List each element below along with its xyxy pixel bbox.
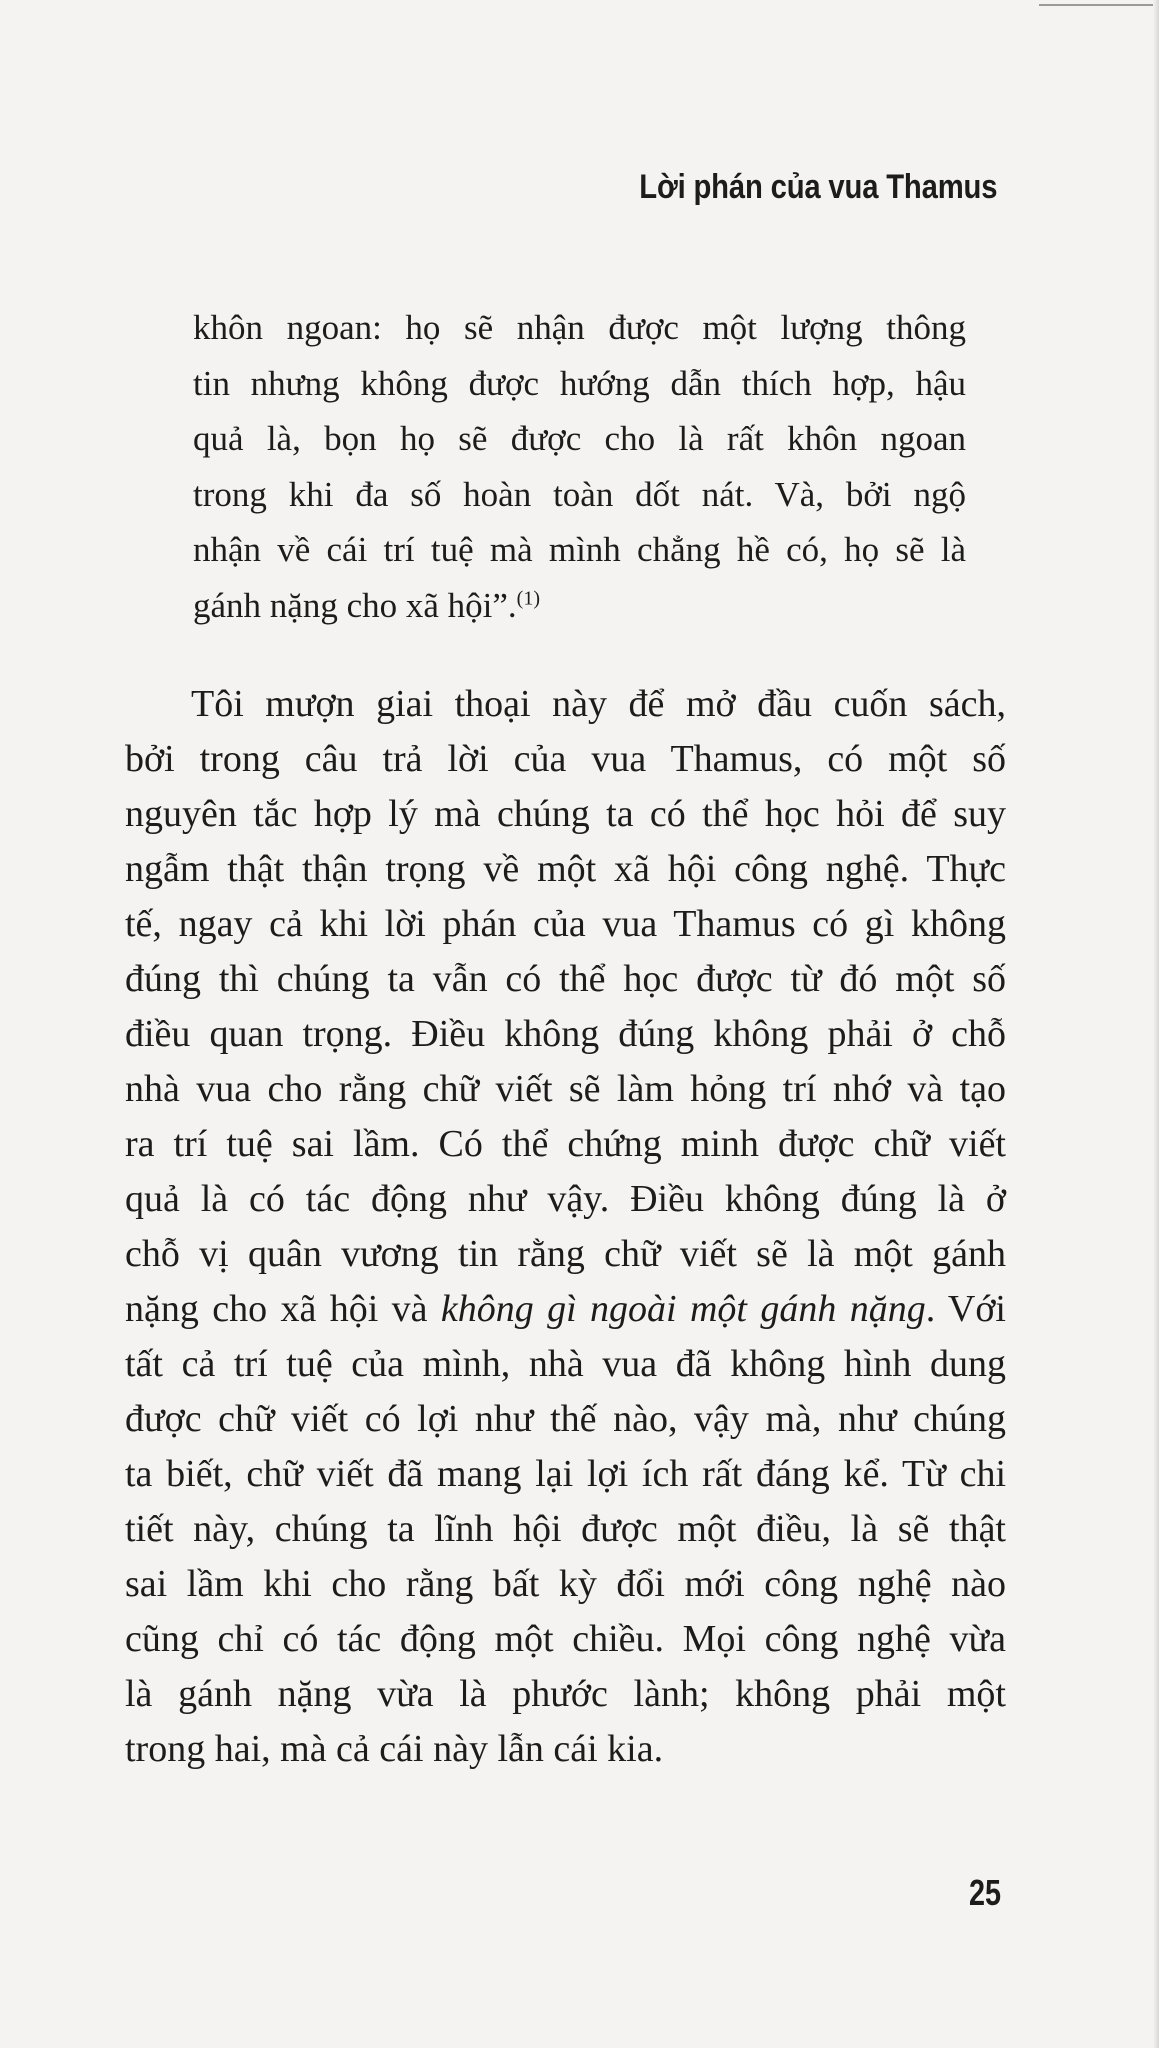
paragraph-line: ta biết, chữ viết đã mang lại lợi ích rất đáng kể. Từ chi (125, 1453, 1006, 1495)
paragraph-line: tất cả trí tuệ của mình, nhà vua đã không hình dung (125, 1343, 1006, 1385)
paragraph-text: nặng cho xã hội và (125, 1288, 441, 1330)
paragraph-line: điều quan trọng. Điều không đúng không phải ở chỗ (125, 1013, 1006, 1055)
top-edge-line (1039, 4, 1159, 6)
paragraph-line: nguyên tắc hợp lý mà chúng ta có thể học hỏi để suy (125, 793, 1006, 835)
footnote-marker: (1) (516, 586, 540, 609)
paragraph-line: cũng chỉ có tác động một chiều. Mọi công nghệ vừa (125, 1618, 1006, 1660)
quote-line-text: gánh nặng cho xã hội”. (193, 585, 517, 625)
quote-line: khôn ngoan: họ sẽ nhận được một lượng thông (193, 308, 966, 347)
paragraph-line: ngẫm thật thận trọng về một xã hội công nghệ. Thực (125, 848, 1006, 890)
page-number: 25 (968, 1872, 1001, 1913)
quote-line: tin nhưng không được hướng dẫn thích hợp, hậu (193, 363, 966, 403)
quote-line: quả là, bọn họ sẽ được cho là rất khôn ngoan (193, 419, 966, 458)
paragraph-line: tế, ngay cả khi lời phán của vua Thamus có gì không (125, 903, 1006, 945)
paragraph-line: bởi trong câu trả lời của vua Thamus, có một số (125, 738, 1006, 780)
paragraph-line: nhà vua cho rằng chữ viết sẽ làm hỏng trí nhớ và tạo (125, 1068, 1006, 1110)
paragraph-line-last: trong hai, mà cả cái này lẫn cái kia. (125, 1728, 664, 1770)
quote-line: trong khi đa số hoàn toàn dốt nát. Và, bởi ngộ (193, 474, 966, 514)
paragraph-line-with-emphasis (125, 1282, 1006, 1337)
paragraph-line: đúng thì chúng ta vẫn có thể học được từ đó một số (125, 958, 1006, 1000)
page-edge-shadow (1153, 0, 1159, 2048)
paragraph-line: quả là có tác động như vậy. Điều không đúng là ở (125, 1178, 1006, 1220)
quote-line-last (193, 578, 966, 634)
paragraph-line: chỗ vị quân vương tin rằng chữ viết sẽ là một gánh (125, 1233, 1006, 1275)
quote-block (193, 300, 966, 633)
paragraph-line: ra trí tuệ sai lầm. Có thể chứng minh được chữ viết (125, 1123, 1006, 1165)
paragraph-line: Tôi mượn giai thoại này để mở đầu cuốn sách, (191, 683, 1006, 725)
paragraph-line: sai lầm khi cho rằng bất kỳ đổi mới công nghệ nào (125, 1563, 1006, 1605)
paragraph-line: tiết này, chúng ta lĩnh hội được một điều, là sẽ thật (125, 1508, 1006, 1550)
paragraph-line: được chữ viết có lợi như thế nào, vậy mà, như chúng (125, 1398, 1006, 1440)
quote-line: nhận về cái trí tuệ mà mình chẳng hề có, họ sẽ là (193, 530, 966, 569)
emphasis-text: không gì ngoài một gánh nặng (440, 1288, 926, 1330)
body-paragraph (125, 677, 1006, 1777)
paragraph-text: . Với (925, 1288, 1006, 1330)
running-title: Lời phán của vua Thamus (638, 168, 997, 206)
paragraph-line: là gánh nặng vừa là phước lành; không phải một (125, 1673, 1006, 1715)
